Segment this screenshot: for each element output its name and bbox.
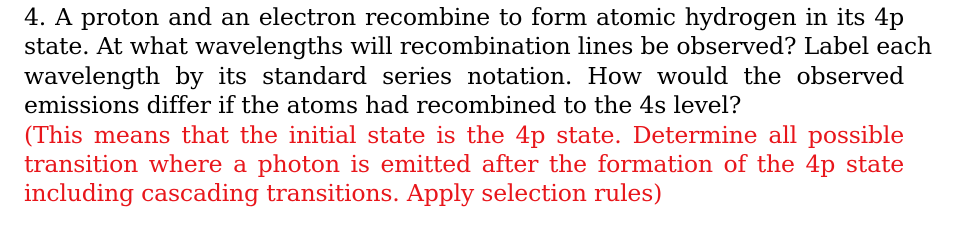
hint-paragraph (24, 121, 904, 209)
question-line: emissions differ if the atoms had recombined to the 4s level? (24, 91, 742, 120)
problem-text (24, 3, 932, 209)
hint-line: including cascading transitions. Apply selection rules) (24, 179, 663, 208)
question-line: state. At what wavelengths will recombination lines be observed? Label each (24, 32, 932, 61)
question-paragraph (24, 3, 932, 121)
hint-line: transition where a photon is emitted after the formation of the 4p state (24, 150, 904, 179)
hint-line: (This means that the initial state is the 4p state. Determine all possible (24, 120, 904, 149)
question-line: wavelength by its standard series notation. How would the observed (24, 61, 904, 90)
question-line: 4. A proton and an electron recombine to form atomic hydrogen in its 4p (24, 3, 904, 31)
